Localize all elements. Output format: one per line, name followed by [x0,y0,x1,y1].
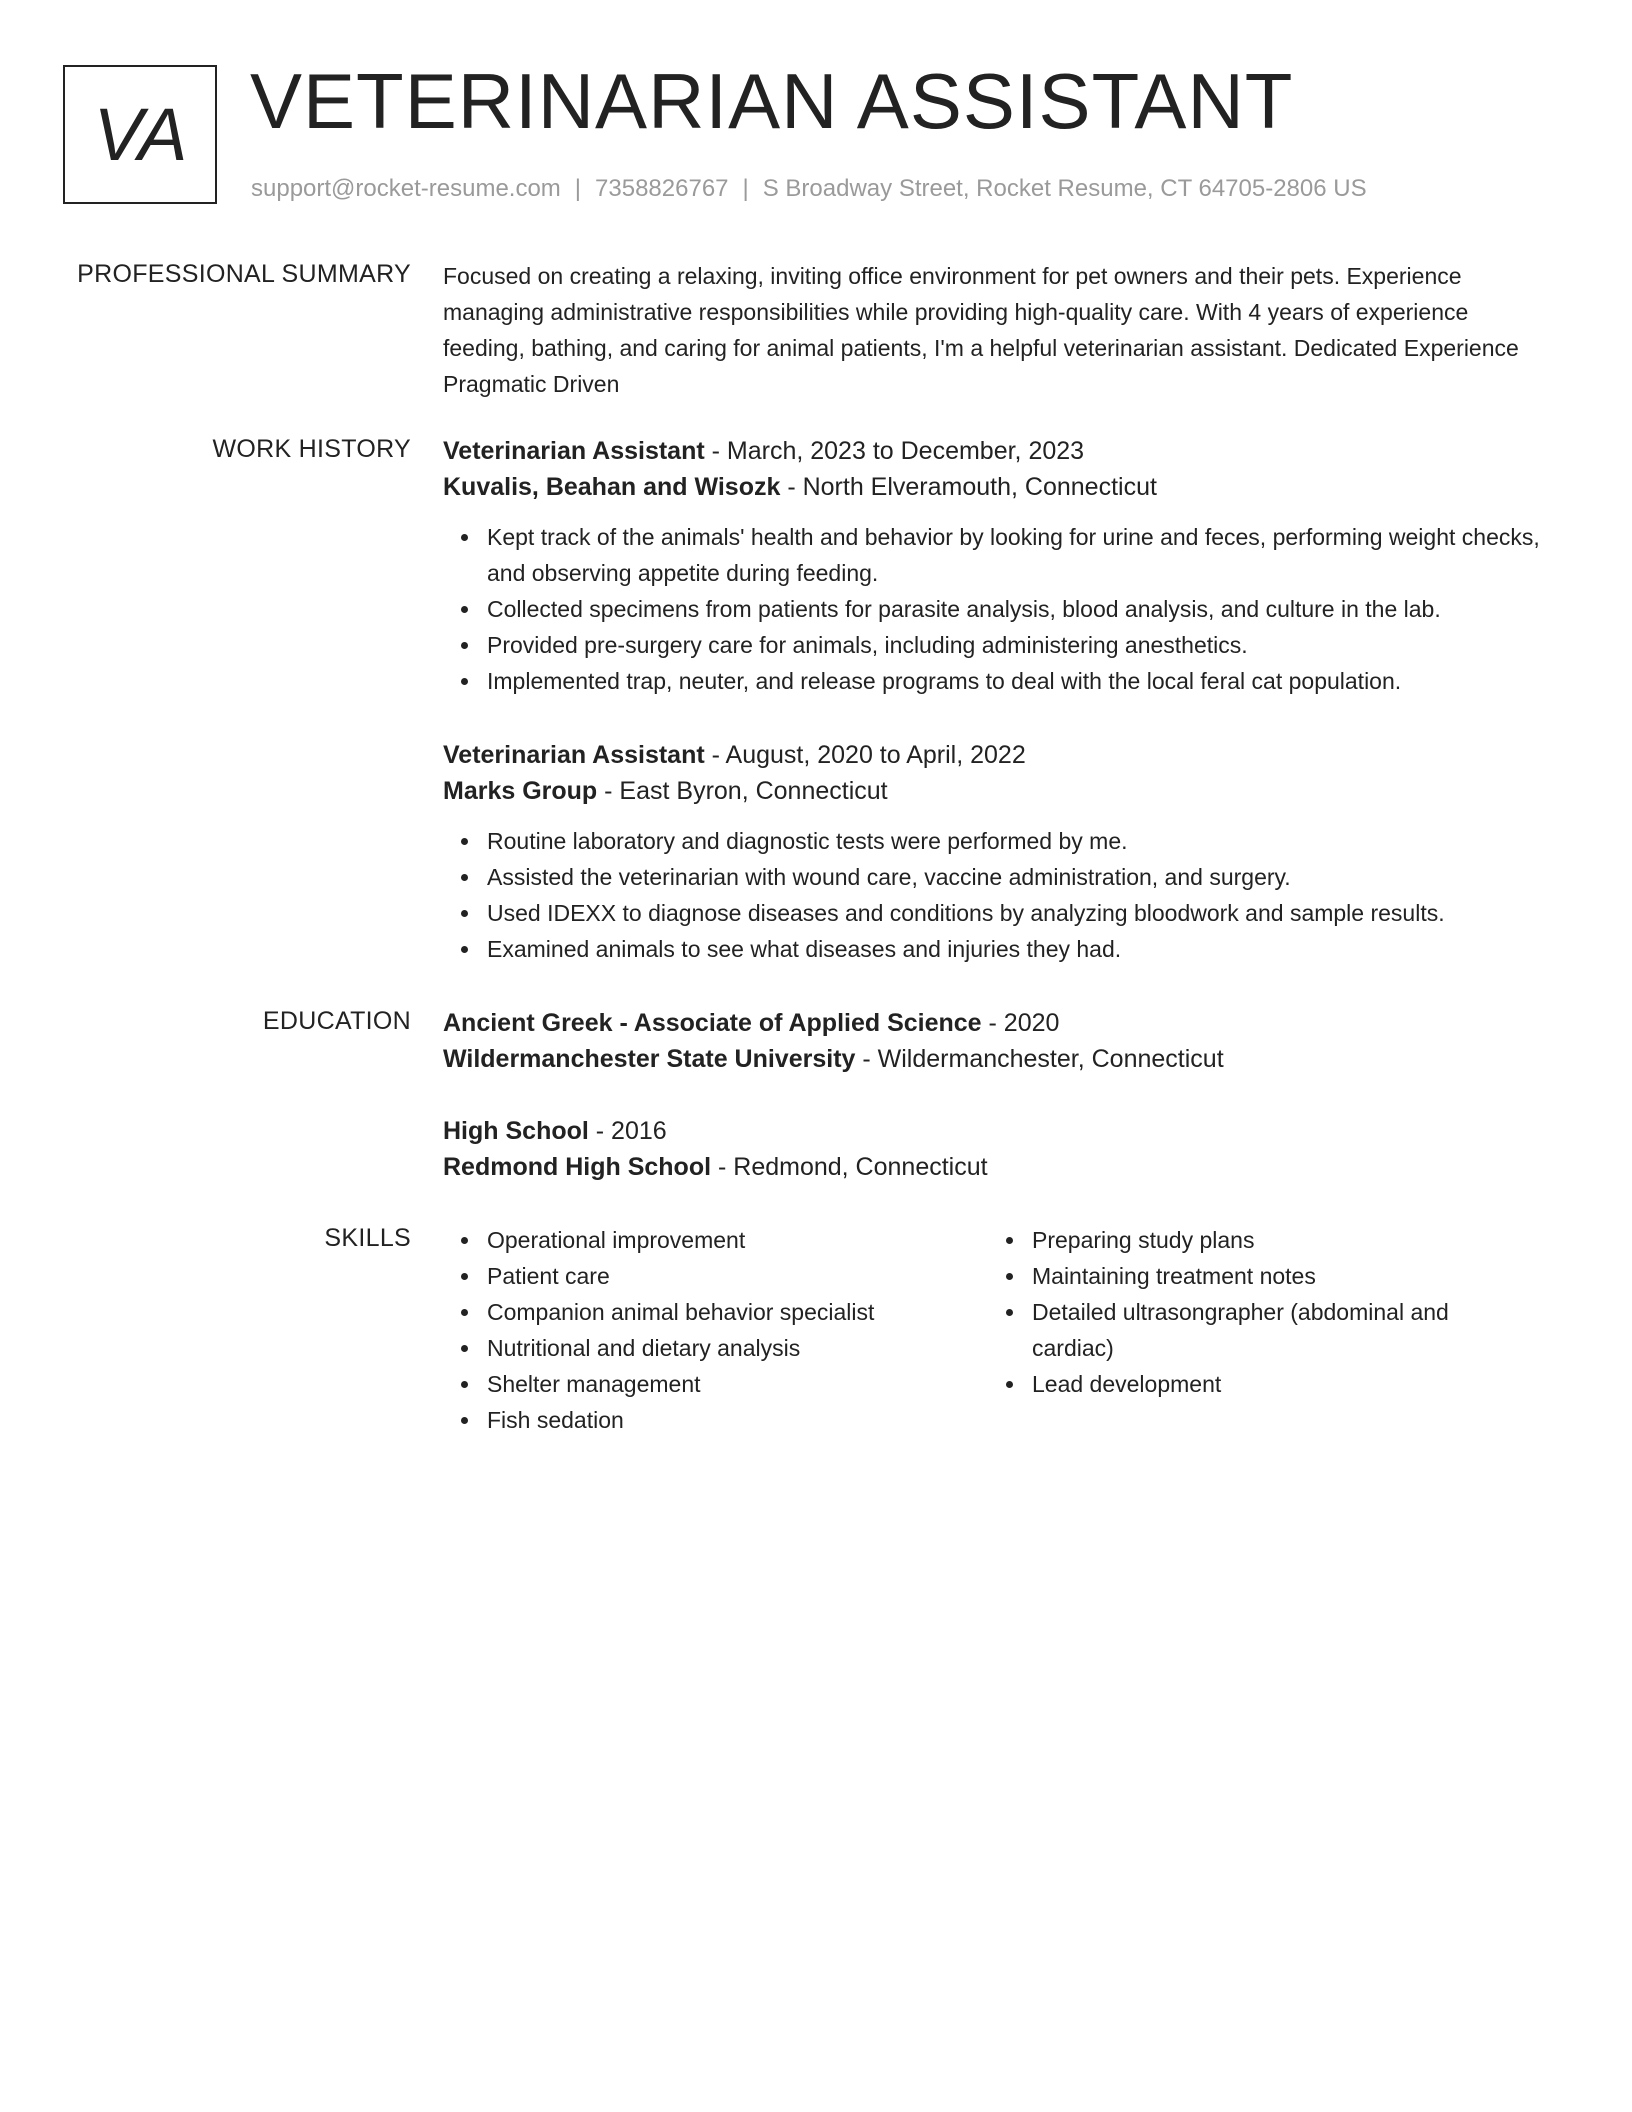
contact-line [251,174,1367,204]
section-title-work-history: WORK HISTORY [212,435,411,463]
education-entry [443,1005,1553,1077]
job-title: Veterinarian Assistant [443,437,705,465]
job-dates: - August, 2020 to April, 2022 [704,741,1026,769]
email-text: support@rocket-resume.com [251,175,561,202]
job-bullets [443,519,1553,699]
skill-item: Operational improvement [487,1222,988,1258]
list-item: Kept track of the animals' health and behavior by looking for urine and feces, performing weight checks, and observing appetite during feeding. [487,519,1553,591]
separator: | [742,175,749,202]
skill-item: Shelter management [487,1366,988,1402]
job-entry [443,433,1553,699]
degree-year: - 2020 [981,1009,1060,1037]
list-item: Collected specimens from patients for parasite analysis, blood analysis, and culture in the lab. [487,591,1553,627]
address-text: S Broadway Street, Rocket Resume, CT 64705-2806 US [762,175,1367,202]
phone-text: 7358826767 [595,175,729,202]
list-item: Examined animals to see what diseases and injuries they had. [487,931,1553,967]
degree-year: - 2016 [588,1117,667,1145]
company-name: Kuvalis, Beahan and Wisozk [443,473,781,501]
page-title: VETERINARIAN ASSISTANT [250,57,1294,145]
school-name: Redmond High School [443,1153,712,1181]
job-company-line [443,469,1553,505]
degree-name: Ancient Greek - Associate of Applied Science [443,1009,982,1037]
skill-item: Lead development [1032,1366,1533,1402]
list-item: Routine laboratory and diagnostic tests were performed by me. [487,823,1553,859]
job-dates: - March, 2023 to December, 2023 [704,437,1085,465]
school-name: Wildermanchester State University [443,1045,856,1073]
education-entry [443,1113,1553,1185]
list-item: Implemented trap, neuter, and release programs to deal with the local feral cat population. [487,663,1553,699]
skill-item: Maintaining treatment notes [1032,1258,1533,1294]
separator: | [574,175,582,202]
skill-item: Preparing study plans [1032,1222,1533,1258]
section-title-education: EDUCATION [262,1007,411,1035]
list-item: Provided pre-surgery care for animals, including administering anesthetics. [487,627,1553,663]
job-entry [443,737,1553,967]
school-location: - Redmond, Connecticut [711,1153,988,1181]
skills-column-left [443,1222,988,1438]
company-location: - East Byron, Connecticut [597,777,888,805]
summary-text: Focused on creating a relaxing, inviting office environment for pet owners and their pets. Experience managing administrative responsibilities while providing high-quality care. With 4 years of experience feeding, bathing, and caring for animal patients, I'm a helpful veterinarian assistant. Dedicated Experience Pragmatic Driven [443,263,1519,397]
company-name: Marks Group [443,777,598,805]
job-role-line [443,737,1553,773]
monogram-logo: VA [63,65,217,204]
school-line [443,1041,1553,1077]
skills-list [988,1222,1533,1402]
skill-item: Fish sedation [487,1402,988,1438]
skill-item: Detailed ultrasongrapher (abdominal and cardiac) [1032,1294,1533,1366]
skill-item: Companion animal behavior specialist [487,1294,988,1330]
skills-list [443,1222,988,1438]
skill-item: Patient care [487,1258,988,1294]
degree-name: High School [443,1117,589,1145]
job-role-line [443,433,1553,469]
section-title-skills: SKILLS [324,1224,411,1252]
school-line [443,1149,1553,1185]
skill-item: Nutritional and dietary analysis [487,1330,988,1366]
degree-line [443,1113,1553,1149]
list-item: Assisted the veterinarian with wound care, vaccine administration, and surgery. [487,859,1553,895]
job-title: Veterinarian Assistant [443,741,705,769]
company-location: - North Elveramouth, Connecticut [780,473,1157,501]
skills-column-right [988,1222,1533,1438]
school-location: - Wildermanchester, Connecticut [855,1045,1224,1073]
degree-line [443,1005,1553,1041]
job-bullets [443,823,1553,967]
list-item: Used IDEXX to diagnose diseases and conditions by analyzing bloodwork and sample results. [487,895,1553,931]
section-title-summary: PROFESSIONAL SUMMARY [77,260,411,288]
job-company-line [443,773,1553,809]
